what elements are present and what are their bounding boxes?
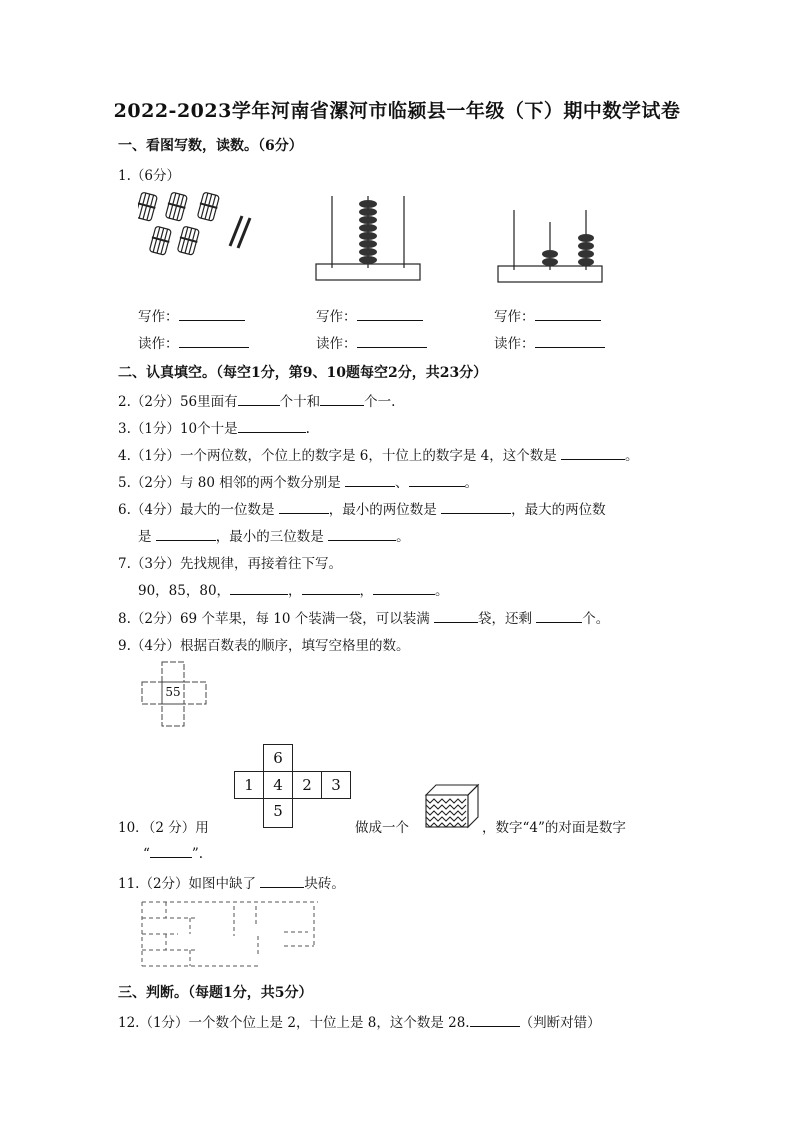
net-cell-bottom: 5 xyxy=(263,798,293,828)
question-11: 11.（2分）如图中缺了 块砖。 xyxy=(118,872,345,892)
answer-blank[interactable] xyxy=(179,306,245,321)
answer-blank[interactable] xyxy=(302,580,360,595)
answer-blank[interactable] xyxy=(357,306,423,321)
question-2: 2.（2分）56里面有 个十和 个一. xyxy=(118,390,395,410)
question-6-line-1: 6.（4分）最大的一位数是 ，最小的两位数是 ，最大的两位数 xyxy=(118,498,606,518)
answer-blank[interactable] xyxy=(345,472,395,487)
q1-write-row-1 xyxy=(138,305,245,325)
question-6-line-2: 是 ，最小的三位数是 。 xyxy=(138,525,410,545)
net-cell-right: 2 xyxy=(292,771,322,799)
abacus-image-2 xyxy=(494,206,606,286)
cube-image xyxy=(424,783,480,829)
answer-blank[interactable] xyxy=(561,445,625,460)
answer-blank[interactable] xyxy=(373,580,435,595)
question-8: 8.（2分）69 个苹果，每 10 个装满一袋，可以装满 袋，还剩 个。 xyxy=(118,607,609,627)
brick-wall-image xyxy=(138,896,322,972)
answer-blank[interactable] xyxy=(535,333,605,348)
answer-blank[interactable] xyxy=(279,499,329,514)
question-7-sequence: 90，85，80， ， ， 。 xyxy=(138,579,449,599)
answer-blank[interactable] xyxy=(156,526,216,541)
section-heading-3: 三、判断。（每题1分，共5分） xyxy=(118,985,313,1001)
answer-blank[interactable] xyxy=(230,580,288,595)
read-label: 读作： xyxy=(494,336,535,352)
q1-read-row-1 xyxy=(138,332,249,352)
answer-blank[interactable] xyxy=(470,1012,520,1027)
question-10-answer: “ ”. xyxy=(143,843,203,862)
q1-read-row-2 xyxy=(316,332,427,352)
q1-write-row-3 xyxy=(494,305,601,325)
net-cell-left: 1 xyxy=(234,771,264,799)
answer-blank[interactable] xyxy=(328,526,396,541)
question-3: 3.（1分）10个十是 . xyxy=(118,417,310,437)
write-label: 写作： xyxy=(316,309,357,325)
stick-bundles-image xyxy=(138,188,258,266)
answer-blank[interactable] xyxy=(441,499,511,514)
q1-head: 1.（6分） xyxy=(118,168,180,184)
read-label: 读作： xyxy=(316,336,357,352)
answer-blank[interactable] xyxy=(260,873,304,888)
answer-blank[interactable] xyxy=(320,391,364,406)
section-heading-2: 二、认真填空。（每空1分，第9、10题每空2分，共23分） xyxy=(118,365,488,381)
page-title: 2022-2023学年河南省漯河市临颍县一年级（下）期中数学试卷 xyxy=(113,100,681,122)
write-label: 写作： xyxy=(494,309,535,325)
section-heading-1: 一、看图写数，读数。（6分） xyxy=(118,138,303,154)
net-cell-far-right: 3 xyxy=(321,771,351,799)
answer-blank[interactable] xyxy=(535,306,601,321)
read-label: 读作： xyxy=(138,336,179,352)
answer-blank[interactable] xyxy=(238,418,306,433)
question-5: 5.（2分）与 80 相邻的两个数分别是 、 。 xyxy=(118,471,478,491)
question-10-end: ，数字“4”的对面是数字 xyxy=(482,820,626,836)
answer-blank[interactable] xyxy=(409,472,465,487)
write-label: 写作： xyxy=(138,309,179,325)
question-9: 9.（4分）根据百数表的顺序，填写空格里的数。 xyxy=(118,638,410,654)
question-10-label: 10．（2 分）用 xyxy=(118,820,209,836)
question-4: 4.（1分）一个两位数，个位上的数字是 6，十位上的数字是 4，这个数是 。 xyxy=(118,444,639,464)
abacus-image-1 xyxy=(312,192,424,284)
question-12: 12.（1分）一个数个位上是 2，十位上是 8，这个数是 28. （判断对错） xyxy=(118,1011,601,1031)
answer-blank[interactable] xyxy=(357,333,427,348)
net-cell-center: 4 xyxy=(263,771,293,799)
answer-blank[interactable] xyxy=(179,333,249,348)
question-10-mid: 做成一个 xyxy=(355,820,409,836)
answer-blank[interactable] xyxy=(238,391,280,406)
net-cell-top: 6 xyxy=(263,744,293,772)
answer-blank[interactable] xyxy=(434,608,478,623)
q1-read-row-3 xyxy=(494,332,605,352)
question-7: 7.（3分）先找规律，再接着往下写。 xyxy=(118,556,342,572)
answer-blank[interactable] xyxy=(536,608,582,623)
answer-blank[interactable] xyxy=(150,843,192,858)
grid-cell-55: 55 xyxy=(165,685,181,699)
q1-write-row-2 xyxy=(316,305,423,325)
